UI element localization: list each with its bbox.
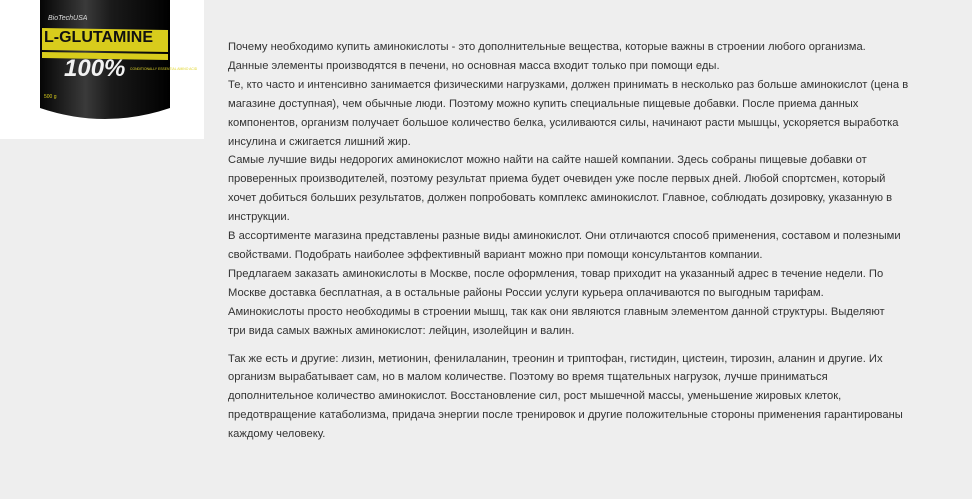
article-paragraph-1	[228, 38, 928, 341]
brand-label: BioTechUSA	[48, 15, 88, 22]
product-image	[0, 0, 204, 139]
text-line: инсулина и сжигается лишний жир.	[228, 135, 411, 148]
text-line: каждому человеку.	[228, 428, 326, 441]
text-line: свойствами. Подобрать наиболее эффективный вариант можно при помощи консультантов компании.	[228, 248, 763, 261]
text-line: Самые лучшие виды недорогих аминокислот можно найти на сайте нашей компании. Здесь собраны пищевые добавки от	[228, 154, 867, 167]
text-line: Почему необходимо купить аминокислоты - это дополнительные вещества, которые важны в строении любого организма.	[228, 41, 866, 53]
supplement-jar-image	[30, 0, 198, 130]
text-line: компонентов, организм получает большое количество белка, усиливаются силы, начинают расти мышцы, ускоряется выработка	[228, 116, 899, 129]
text-line: хочет добиться больших результатов, должен попробовать комплекс аминокислот. Главное, соблюдать дозировку, указанную в	[228, 192, 893, 205]
article-paragraph-2	[228, 350, 928, 445]
weight-label: 500 g	[44, 94, 57, 100]
text-line: организм вырабатывает сам, но в малом количестве. Поэтому во время тщательных нагрузок, лучше приниматься	[228, 371, 828, 384]
text-line: Предлагаем заказать аминокислоты в Москве, после оформления, товар приходит на указанный адрес в течение недели. По	[228, 267, 884, 280]
percent-label: 100%	[64, 55, 126, 82]
text-line: предотвращение катаболизма, придача энергии после тренировок и другие положительные стороны применения гарантированы	[228, 409, 903, 422]
text-line: Аминокислоты просто необходимы в строении мышц, так как они являются главным элементом данной структуры. Выделяют	[228, 305, 885, 318]
text-line: инструкции.	[228, 211, 290, 224]
tagline-label: CONDITIONALLY ESSENTIAL AMINO ACID	[130, 67, 198, 71]
text-line: В ассортименте магазина представлены разные виды аминокислот. Они отличаются способ применения, составом и полезными	[228, 230, 901, 243]
text-line: дополнительное количество аминокислот. Восстановление сил, рост мышечной массы, уменьшение жировых клеток,	[228, 390, 842, 403]
text-line: Те, кто часто и интенсивно занимается физическими нагрузками, должен принимать в несколько раз больше аминокислот (цена в	[228, 78, 909, 91]
text-line: Так же есть и другие: лизин, метионин, фенилаланин, треонин и триптофан, гистидин, цистеин, тирозин, аланин и другие. Их	[228, 352, 883, 365]
text-line: Москве доставка бесплатная, а в остальные районы России услуги курьера оплачиваются по выгодным тарифам.	[228, 286, 824, 299]
product-name-label: L-GLUTAMINE	[44, 29, 154, 46]
article-text	[228, 38, 928, 444]
text-line: магазине доступная), чем обычные люди. Поэтому можно купить специальные пищевые добавки. После приема данных	[228, 97, 859, 110]
text-line: три вида самых важных аминокислот: лейцин, изолейцин и валин.	[228, 324, 575, 337]
text-line: проверенных производителей, поэтому результат приема будет очевиден уже после первых дней. Любой спортсмен, который	[228, 173, 886, 186]
text-line: Данные элементы производятся в печени, но основная масса входит только при помощи еды.	[228, 59, 720, 72]
